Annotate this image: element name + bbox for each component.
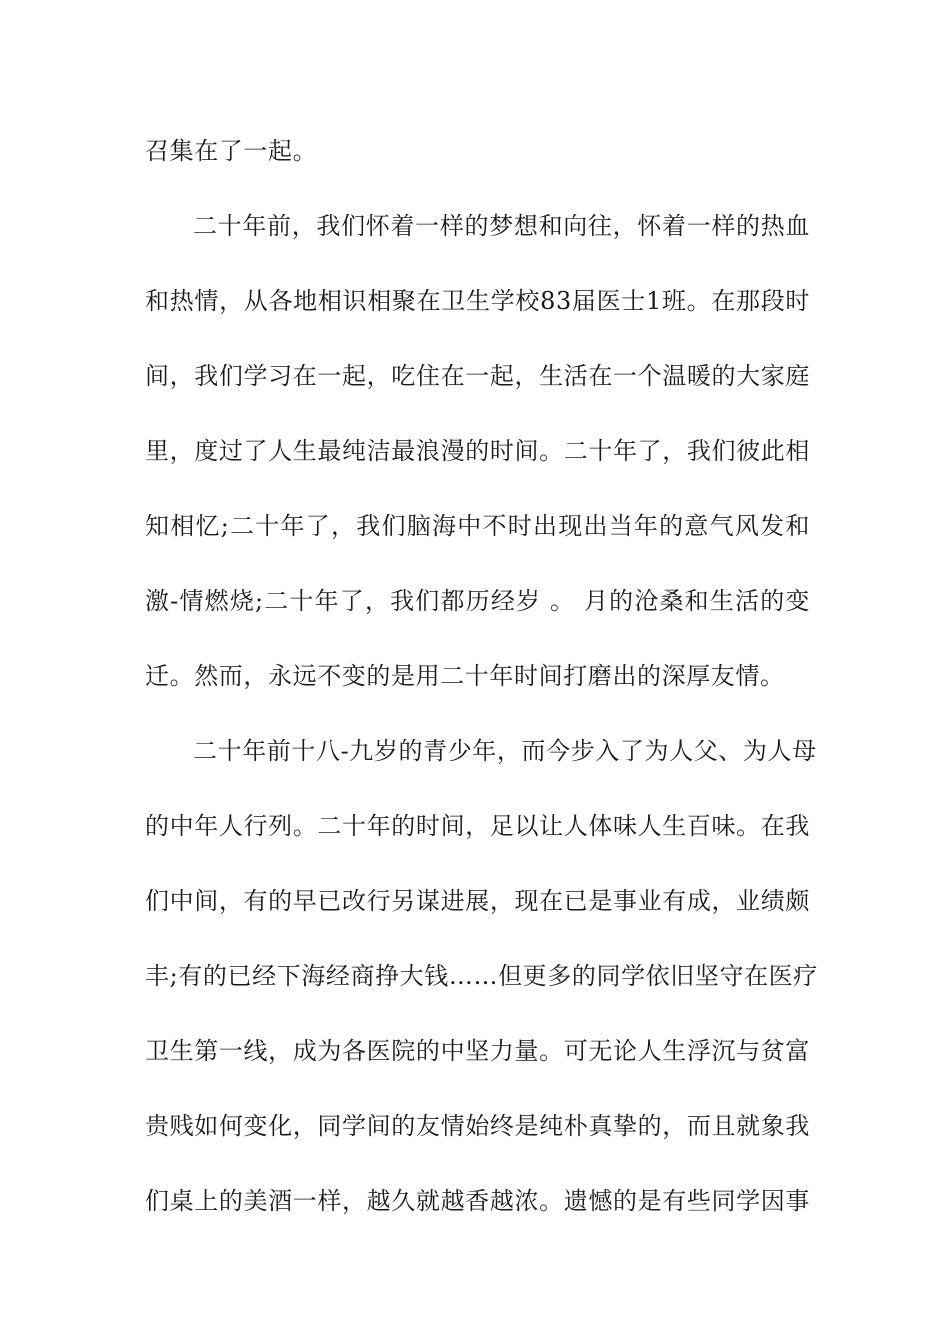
text-line-14: 贵贱如何变化，同学间的友情始终是纯朴真挚的，而且就象我 [145, 1112, 810, 1140]
text-line-8: 迁。然而，永远不变的是用二十年时间打磨出的深厚友情。 [145, 662, 785, 690]
text-line-3: 和热情，从各地相识相聚在卫生学校83届医士1班。在那段时 [145, 287, 810, 315]
text-line-15: 们桌上的美酒一样，越久就越香越浓。遗憾的是有些同学因事 [145, 1187, 810, 1215]
text-line-4: 间，我们学习在一起，吃住在一起，生活在一个温暖的大家庭 [145, 362, 810, 390]
text-line-10: 的中年人行列。二十年的时间，足以让人体味人生百味。在我 [145, 812, 810, 840]
text-line-13: 卫生第一线，成为各医院的中坚力量。可无论人生浮沉与贫富 [145, 1037, 810, 1065]
text-line-6: 知相忆;二十年了，我们脑海中不时出现出当年的意气风发和 [145, 512, 810, 540]
text-line-7: 激-情燃烧;二十年了，我们都历经岁 。 月的沧桑和生活的变 [145, 587, 810, 615]
text-line-5: 里，度过了人生最纯洁最浪漫的时间。二十年了，我们彼此相 [145, 437, 810, 465]
text-line-11: 们中间，有的早已改行另谋进展，现在已是事业有成，业绩颇 [145, 887, 810, 915]
text-line-2: 二十年前，我们怀着一样的梦想和向往，怀着一样的热血 [193, 212, 810, 240]
text-line-9: 二十年前十八-九岁的青少年，而今步入了为人父、为人母 [193, 737, 817, 765]
text-line-1: 召集在了一起。 [145, 137, 318, 165]
text-line-12: 丰;有的已经下海经商挣大钱……但更多的同学依旧坚守在医疗 [145, 962, 818, 990]
